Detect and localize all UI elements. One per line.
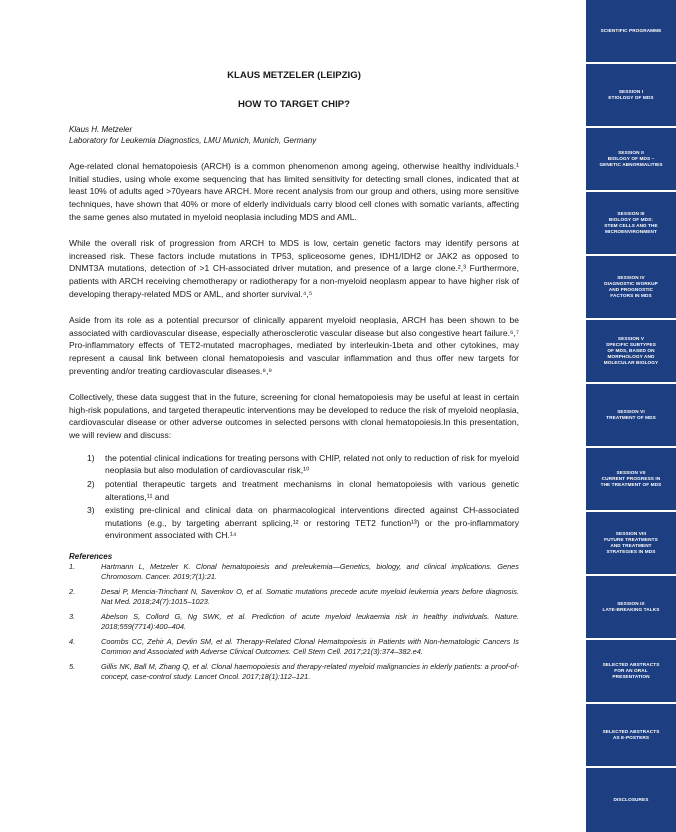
paragraph: While the overall risk of progression from ARCH to MDS is low, certain genetic factors may identify persons at increased risk. These factors include mutations in TP53, spliceosome genes, IDH1/IDH2 or JAK2 as opposed to DNMT3A mutations, detection of >1 CH-associated driver mutation, and presence of a large clone.²,³ Furthermore, patients with ARCH receiving chemotherapy or radiotherapy for a non-myeloid neoplasm appear to have higher risk of developing therapy-related MDS or AML, and shorter survival.⁴,⁵	[69, 238, 519, 299]
sidebar-item-e-posters[interactable]: SELECTED ABSTRACTS AS E-POSTERS	[602, 729, 660, 740]
reference-number: 5.	[69, 662, 76, 672]
reference-item	[69, 662, 519, 682]
reference-text: Coombs CC, Zehir A, Devlin SM, et al. Therapy-Related Clonal Hematopoiesis in Patients with Non-hematologic Cancers Is Common and Associated with Adverse Clinical Outcomes. Cell Stem Cell. 2017;21(3):374–382.e4.	[101, 637, 519, 657]
reference-text: Gillis NK, Ball M, Zhang Q, et al. Clonal haemopoiesis and therapy-related myeloid malignancies in elderly patients: a proof-of-concept, case-control study. Lancet Oncol. 2017;18(1):112–121.	[101, 662, 519, 682]
reference-item	[69, 562, 519, 582]
paragraph: Aside from its role as a potential precursor of clinically apparent myeloid neoplasia, ARCH has been shown to be associated with cardiovascular disease, especially atherosclerotic vascular disease but also congestive heart failure.⁶,⁷ Pro-inflammatory effects of TET2-mutated macrophages, mediated by interleukin-1beta and other cytokines, may represent a causal link between clonal hematopoiesis and vascular inflammation and thus offer new targets for preventing and/or treating cardiovascular diseases.⁸,⁹	[69, 315, 519, 376]
sidebar-item-session-9[interactable]: SESSION IX LATE-BREAKING TALKS	[602, 601, 660, 612]
author-affiliation: Laboratory for Leukemia Diagnostics, LMU Munich, Munich, Germany	[69, 136, 317, 145]
reference-number: 4.	[69, 637, 76, 647]
sidebar-item-session-7[interactable]: SESSION VII CURRENT PROGRESS IN THE TREATMENT OF MDS	[600, 470, 662, 487]
reference-item	[69, 587, 519, 607]
sidebar-item-session-5[interactable]: SESSION V SPECIFIC SUBTYPES OF MDS, BASED ON MORPHOLOGY AND MOLECULAR BIOLOGY	[603, 336, 659, 365]
speaker-title: KLAUS METZELER (LEIPZIG)	[227, 70, 361, 81]
list-item-text: potential therapeutic targets and treatment mechanisms in clonal hematopoiesis with various genetic alterations,¹¹ and	[105, 479, 519, 502]
list-item	[69, 452, 519, 477]
list-item-text: existing pre-clinical and clinical data on pharmacological interventions directed against CH-associated mutations (e.g., by targeting aberrant splicing,¹² or restoring TET2 function¹³) or the pro-inflammatory environment associated with CH.¹⁴	[105, 505, 519, 541]
discussion-list	[69, 452, 519, 542]
list-item	[69, 504, 519, 542]
talk-title: HOW TO TARGET CHIP?	[237, 99, 351, 110]
reference-item	[69, 612, 519, 632]
list-item-number: 1)	[87, 452, 95, 463]
abstract-document	[69, 68, 519, 687]
reference-text: Abelson S, Collord G, Ng SWK, et al. Prediction of acute myeloid leukaemia risk in healthy individuals. Nature. 2018;559(7714):400–404.	[101, 612, 519, 632]
sidebar-item-session-4[interactable]: SESSION IV DIAGNOSTIC WORKUP AND PROGNOSTIC FACTORS IN MDS	[604, 275, 658, 298]
references-heading: References	[69, 552, 113, 562]
programme-sidebar	[586, 0, 676, 832]
sidebar-item-disclosures[interactable]: DISCLOSURES	[613, 797, 649, 802]
author-name: Klaus H. Metzeler	[69, 125, 133, 134]
paragraph: Age-related clonal hematopoiesis (ARCH) is a common phenomenon among ageing, otherwise healthy individuals.¹ Initial studies, using whole exome sequencing that has limited sensitivity for detecting small clones, indicated that at least 10% of adults aged >70years have ARCH. More recent analysis from our group and others, using more sensitive techniques, have shown that 40% or more of elderly individuals carry blood cell clones with somatic variants, affecting the same genes also mutated in myeloid neoplasia including MDS and AML.	[69, 161, 519, 222]
sidebar-item-scientific-programme[interactable]: SCIENTIFIC PROGRAMME	[600, 28, 662, 33]
reference-number: 1.	[69, 562, 76, 572]
sidebar-item-session-6[interactable]: SESSION VI TREATMENT OF MDS	[606, 409, 656, 420]
reference-number: 2.	[69, 587, 76, 597]
reference-text: Hartmann L, Metzeler K. Clonal hematopoiesis and preleukemia—Genetics, biology, and clinical implications. Genes Chromosom. Cancer. 2019;7(1):21.	[101, 562, 519, 582]
paragraph: Collectively, these data suggest that in the future, screening for clonal hematopoiesis may be useful at least in certain high-risk populations, and targeted therapeutic interventions may be developed to reduce the risk of myeloid neoplasia, cardiovascular disease or other adverse outcomes in selected persons with clonal hematopoiesis.In this presentation, we will review and discuss:	[69, 392, 519, 441]
list-item-number: 3)	[87, 505, 95, 516]
reference-number: 3.	[69, 612, 76, 622]
sidebar-item-session-2[interactable]: SESSION II BIOLOGY OF MDS – GENETIC ABNORMALITIES	[599, 150, 663, 167]
list-item-number: 2)	[87, 479, 95, 490]
sidebar-item-oral-abstracts[interactable]: SELECTED ABSTRACTS FOR AN ORAL PRESENTATION	[602, 662, 660, 679]
reference-text: Desai P, Mencia-Trinchant N, Savenkov O, et al. Somatic mutations precede acute myeloid leukemia years before diagnosis. Nat Med. 2018;24(7):1015–1023.	[101, 587, 519, 607]
sidebar-item-session-8[interactable]: SESSION VIII FUTURE TREATMENTS AND TREATMENT STRATEGIES IN MDS	[604, 531, 658, 554]
references-list	[69, 562, 519, 682]
list-item	[69, 478, 519, 503]
sidebar-item-session-1[interactable]: SESSION I ETIOLOGY OF MDS	[608, 89, 654, 100]
sidebar-item-session-3[interactable]: SESSION III BIOLOGY OF MDS: STEM CELLS AND THE MICROENVIRONMENT	[604, 211, 658, 234]
reference-item	[69, 637, 519, 657]
list-item-text: the potential clinical indications for treating persons with CHIP, related not only to reduction of risk for myeloid neoplasia but also modulation of cardiovascular risk,¹⁰	[105, 452, 519, 476]
